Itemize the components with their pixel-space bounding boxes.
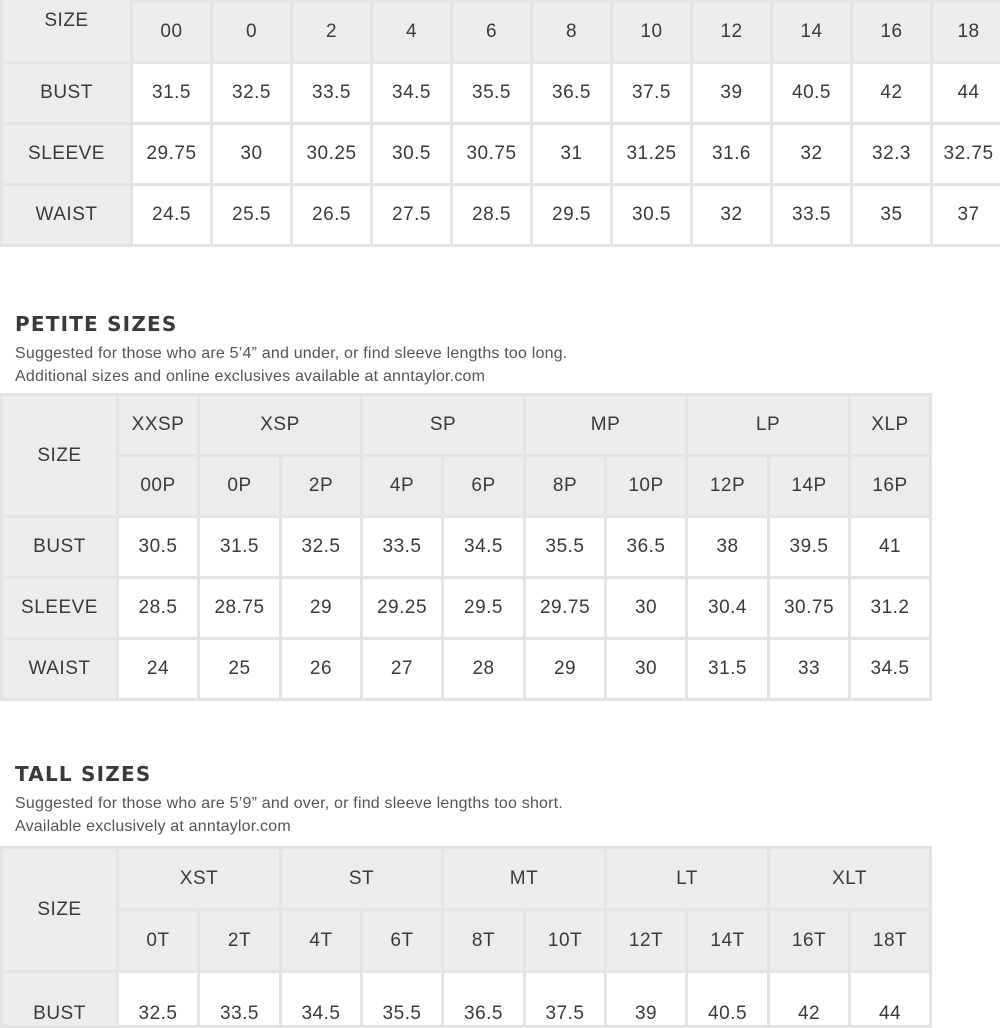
row-label: SLEEVE [2, 578, 118, 639]
size-cell: 2P [281, 456, 362, 517]
size-cell: 16P [850, 456, 931, 517]
tall-size-table [0, 846, 932, 1028]
value-cell: 32.3 [852, 124, 932, 185]
group-cell: XLT [769, 848, 931, 910]
value-cell: 27 [362, 639, 443, 700]
value-cell: 31.5 [132, 63, 212, 124]
value-cell: 31.6 [692, 124, 772, 185]
size-cell: 14P [769, 456, 850, 517]
section-title: TALL SIZES [15, 762, 563, 786]
group-cell: XSP [199, 395, 362, 456]
row-label: BUST [2, 63, 132, 124]
value-cell: 30 [606, 639, 687, 700]
regular-size-table [0, 0, 1000, 247]
value-cell: 26.5 [292, 185, 372, 246]
size-cell: 16 [852, 2, 932, 63]
value-cell: 25.5 [212, 185, 292, 246]
value-cell: 42 [769, 972, 850, 1027]
value-cell: 33.5 [199, 972, 281, 1027]
value-cell: 24 [118, 639, 199, 700]
value-cell: 29 [525, 639, 606, 700]
size-cell: 12P [687, 456, 769, 517]
size-cell: 18T [850, 910, 931, 972]
value-cell: 29.25 [362, 578, 443, 639]
size-cell: 4P [362, 456, 443, 517]
value-cell: 31.5 [199, 517, 281, 578]
value-cell: 28.5 [118, 578, 199, 639]
petite-section-header [15, 312, 567, 388]
value-cell: 41 [850, 517, 931, 578]
section-description: Available exclusively at anntaylor.com [15, 815, 563, 838]
section-title: PETITE SIZES [15, 312, 567, 336]
value-cell: 30 [606, 578, 687, 639]
size-cell: 16T [769, 910, 850, 972]
group-cell: MT [443, 848, 606, 910]
value-cell: 34.5 [443, 517, 525, 578]
value-cell: 33.5 [292, 63, 372, 124]
size-cell: 2T [199, 910, 281, 972]
value-cell: 30.4 [687, 578, 769, 639]
value-cell: 32 [772, 124, 852, 185]
size-cell: 12T [606, 910, 687, 972]
value-cell: 37.5 [525, 972, 606, 1027]
value-cell: 32.5 [212, 63, 292, 124]
group-cell: XXSP [118, 395, 199, 456]
value-cell: 29.75 [132, 124, 212, 185]
value-cell: 30.5 [612, 185, 692, 246]
value-cell: 30 [212, 124, 292, 185]
size-cell: 0 [212, 2, 292, 63]
size-cell: 8 [532, 2, 612, 63]
value-cell: 32.75 [932, 124, 1000, 185]
value-cell: 37.5 [612, 63, 692, 124]
value-cell: 32.5 [281, 517, 362, 578]
size-cell: 4T [281, 910, 362, 972]
row-label: WAIST [2, 185, 132, 246]
value-cell: 33 [769, 639, 850, 700]
size-cell: 00 [132, 2, 212, 63]
group-cell: LT [606, 848, 769, 910]
section-description: Suggested for those who are 5’4” and under, or find sleeve lengths too long. [15, 342, 567, 365]
petite-size-table [0, 393, 932, 701]
group-cell: XST [118, 848, 281, 910]
size-cell: 6T [362, 910, 443, 972]
value-cell: 28.75 [199, 578, 281, 639]
size-cell: 8T [443, 910, 525, 972]
size-cell: 10 [612, 2, 692, 63]
size-header: SIZE [2, 848, 118, 972]
value-cell: 31.2 [850, 578, 931, 639]
row-label: BUST [2, 517, 118, 578]
group-cell: SP [362, 395, 525, 456]
value-cell: 31 [532, 124, 612, 185]
value-cell: 42 [852, 63, 932, 124]
value-cell: 33.5 [362, 517, 443, 578]
value-cell: 29.5 [443, 578, 525, 639]
size-cell: 14 [772, 2, 852, 63]
section-description: Suggested for those who are 5’9” and over, or find sleeve lengths too short. [15, 792, 563, 815]
size-cell: 10T [525, 910, 606, 972]
value-cell: 28 [443, 639, 525, 700]
value-cell: 27.5 [372, 185, 452, 246]
value-cell: 31.5 [687, 639, 769, 700]
value-cell: 30.75 [452, 124, 532, 185]
table-row [2, 972, 931, 1027]
value-cell: 34.5 [372, 63, 452, 124]
size-cell: 10P [606, 456, 687, 517]
value-cell: 40.5 [687, 972, 769, 1027]
value-cell: 39 [606, 972, 687, 1027]
size-cell: 8P [525, 456, 606, 517]
value-cell: 24.5 [132, 185, 212, 246]
value-cell: 34.5 [850, 639, 931, 700]
group-cell: ST [281, 848, 443, 910]
value-cell: 40.5 [772, 63, 852, 124]
group-cell: XLP [850, 395, 931, 456]
value-cell: 44 [850, 972, 931, 1027]
table-row [2, 639, 931, 700]
tall-section-header [15, 762, 563, 838]
value-cell: 36.5 [606, 517, 687, 578]
size-cell: 14T [687, 910, 769, 972]
table-row [2, 124, 1000, 185]
group-cell: MP [525, 395, 687, 456]
value-cell: 32.5 [118, 972, 199, 1027]
size-cell: 12 [692, 2, 772, 63]
row-label: SLEEVE [2, 124, 132, 185]
size-cell: 2 [292, 2, 372, 63]
value-cell: 30.5 [118, 517, 199, 578]
table-row [2, 185, 1000, 246]
value-cell: 29.75 [525, 578, 606, 639]
size-cell: 0T [118, 910, 199, 972]
table-row [2, 63, 1000, 124]
value-cell: 33.5 [772, 185, 852, 246]
value-cell: 26 [281, 639, 362, 700]
size-header: SIZE [2, 395, 118, 517]
row-label: BUST [2, 972, 118, 1027]
value-cell: 29 [281, 578, 362, 639]
value-cell: 30.25 [292, 124, 372, 185]
value-cell: 36.5 [443, 972, 525, 1027]
size-cell: 0P [199, 456, 281, 517]
value-cell: 35.5 [525, 517, 606, 578]
table-row [2, 578, 931, 639]
row-label: WAIST [2, 639, 118, 700]
size-cell: 6 [452, 2, 532, 63]
value-cell: 39.5 [769, 517, 850, 578]
group-cell: LP [687, 395, 850, 456]
size-cell: 00P [118, 456, 199, 517]
size-cell: 6P [443, 456, 525, 517]
table-row [2, 517, 931, 578]
value-cell: 39 [692, 63, 772, 124]
value-cell: 37 [932, 185, 1000, 246]
size-header: SIZE [2, 0, 132, 63]
value-cell: 31.25 [612, 124, 692, 185]
section-description: Additional sizes and online exclusives available at anntaylor.com [15, 365, 567, 388]
value-cell: 29.5 [532, 185, 612, 246]
value-cell: 34.5 [281, 972, 362, 1027]
value-cell: 32 [692, 185, 772, 246]
value-cell: 44 [932, 63, 1000, 124]
value-cell: 35.5 [362, 972, 443, 1027]
value-cell: 38 [687, 517, 769, 578]
value-cell: 28.5 [452, 185, 532, 246]
value-cell: 30.5 [372, 124, 452, 185]
size-cell: 18 [932, 2, 1000, 63]
value-cell: 35 [852, 185, 932, 246]
value-cell: 35.5 [452, 63, 532, 124]
size-cell: 4 [372, 2, 452, 63]
value-cell: 30.75 [769, 578, 850, 639]
value-cell: 36.5 [532, 63, 612, 124]
value-cell: 25 [199, 639, 281, 700]
